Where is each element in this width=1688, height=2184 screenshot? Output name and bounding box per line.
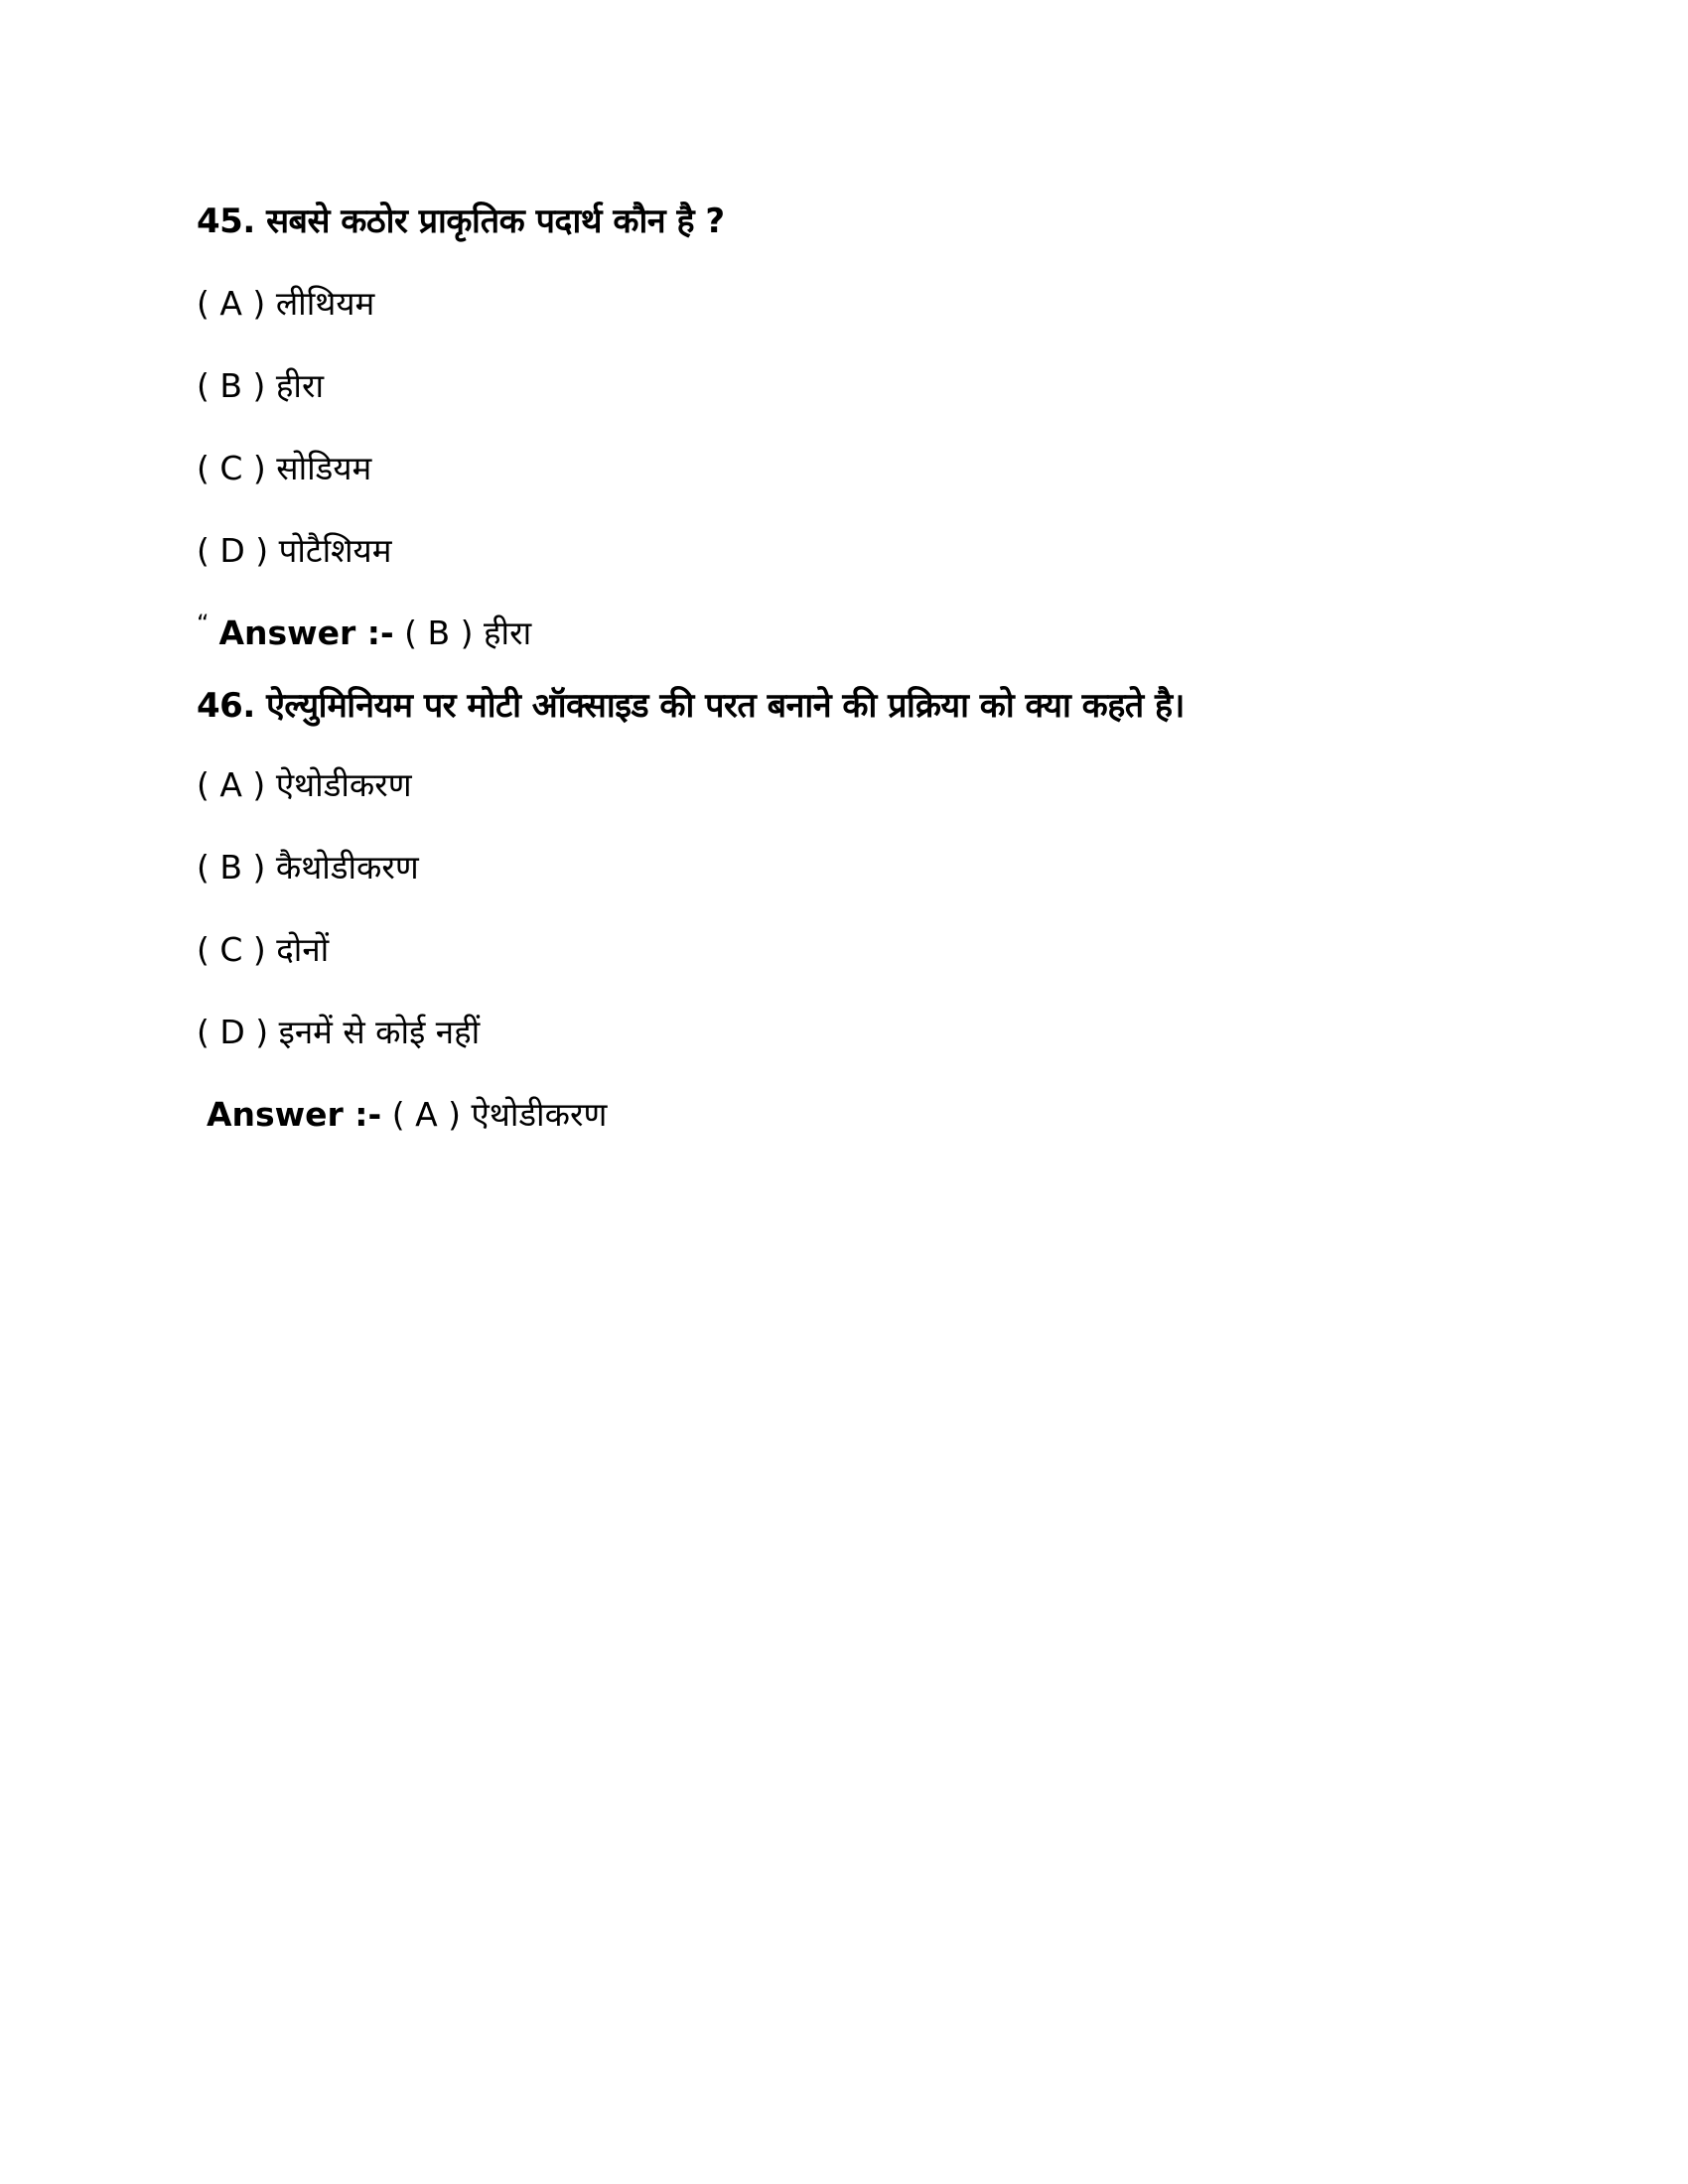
answer-text: ऐथोडीकरण <box>471 1095 608 1134</box>
question-45-title <box>197 197 725 242</box>
question-45-option-d <box>197 527 391 572</box>
option-label: ( D ) <box>197 531 269 570</box>
answer-option: ( A ) <box>391 1095 462 1134</box>
option-label: ( A ) <box>197 284 266 323</box>
question-number: 45. <box>197 202 255 241</box>
option-label: ( D ) <box>197 1013 269 1051</box>
question-text: ऐल्युमिनियम पर मोटी ऑक्साइड की परत बनाने की प्रक्रिया को क्या कहते है। <box>266 686 1185 726</box>
question-45-option-b <box>197 362 324 407</box>
option-label: ( B ) <box>197 366 266 405</box>
question-46-option-d <box>197 1009 480 1053</box>
option-text: लीथियम <box>275 284 375 323</box>
answer-option: ( B ) <box>404 614 474 652</box>
question-46-option-b <box>197 844 419 888</box>
option-text: दोनों <box>276 930 330 969</box>
question-46-title <box>197 681 1185 727</box>
option-text: सोडियम <box>276 449 372 487</box>
question-45-option-c <box>197 445 371 489</box>
option-text: पोटैशियम <box>278 531 392 570</box>
option-label: ( C ) <box>197 930 266 969</box>
option-text: ऐथोडीकरण <box>275 765 412 804</box>
option-label: ( B ) <box>197 848 266 887</box>
answer-text: हीरा <box>484 614 532 652</box>
answer-label: Answer :- <box>207 1095 382 1134</box>
question-text: सबसे कठोर प्राकृतिक पदार्थ कौन है ? <box>266 202 725 241</box>
question-45-option-a <box>197 280 374 325</box>
question-46-answer <box>207 1091 607 1136</box>
question-45-answer <box>197 610 531 654</box>
option-text: कैथोडीकरण <box>275 848 419 887</box>
option-text: हीरा <box>275 366 324 405</box>
quote-mark: “ <box>197 610 210 637</box>
option-label: ( A ) <box>197 765 266 804</box>
option-text: इनमें से कोई नहीं <box>278 1013 481 1051</box>
question-46-option-c <box>197 926 329 971</box>
answer-label: Answer :- <box>218 614 394 652</box>
option-label: ( C ) <box>197 449 266 487</box>
question-number: 46. <box>197 686 255 726</box>
question-46-option-a <box>197 761 412 806</box>
